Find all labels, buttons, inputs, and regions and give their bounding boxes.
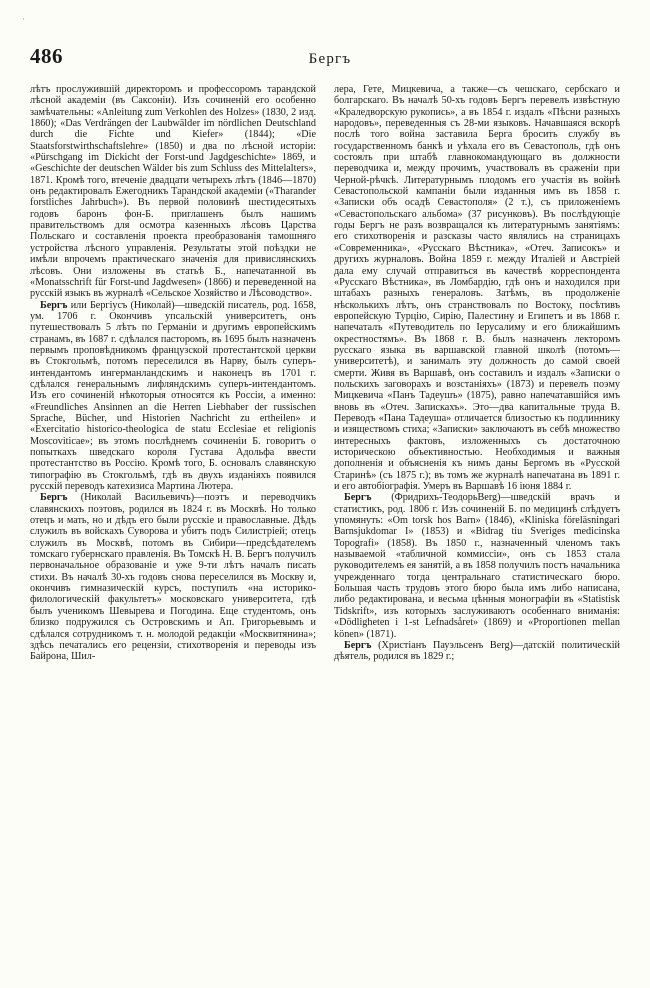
entry-headword: Бергъ: [344, 639, 372, 651]
entry-berg-nikolay-vasilievich: [30, 492, 316, 662]
running-head: Бергъ: [308, 51, 352, 67]
entry-berg-hristian: [334, 640, 620, 663]
column-right: [334, 84, 620, 956]
page-number: 486: [30, 44, 63, 68]
entry-headword: Бергъ: [40, 492, 68, 504]
entry-berg-fridrih-teodor: [334, 492, 620, 639]
entry-body: или Бергіусъ (Николай)—шведскій писатель, род. 1658, ум. 1706 г. Окончивъ упсальскій университетъ, онъ путешествовалъ 5 лѣтъ по Германіи и другимъ европейскимъ странамъ, въ 1687 г. сдѣлался пасторомъ, въ 1695 былъ назначенъ первымъ проповѣдникомъ французской протестантской церкви въ Стокгольмѣ, потомъ переселился въ Нарву, былъ суперъ-интендантомъ ингерманландскимъ и наконецъ въ 1701 г. сдѣлался генеральнымъ лифляндскимъ суперъ-интендантомъ. Изъ его сочиненій нѣкоторыя относятся къ Россіи, а именно: «Freundliches Ansinnen an die Herren Liebhaber der russischen Sprache, Bücher, und Historien Nachricht zu ertheilen» и «Exercitatio historico-theologica de statu Ecclesiae et religionis Moscoviticae»; въ этомъ послѣднемъ сочиненіи Б. говоритъ о попыткахъ шведскаго короля Густава Адольфа ввести протестантство въ Россію. Кромѣ того, Б. основалъ славянскую типографію въ Стокгольмѣ, гдѣ въ двухъ изданіяхъ появился русскій переводъ катехизиса Мартина Лютера.: [30, 299, 316, 493]
entry-body: (Николай Васильевичъ)—поэтъ и переводчикъ славянскихъ поэтовъ, родился въ 1824 г. въ Москвѣ. Но только отецъ и мать, но и дѣдъ его были русскіе и православные. Дѣдъ служилъ въ войскахъ Суворова и убитъ подъ Силистріей; отецъ служилъ въ Москвѣ, потомъ въ Сибири—предсѣдателемъ томскаго губернскаго правленія. Въ Томскѣ Н. В. Бергъ получилъ первоначальное образованіе и уже 9-ти лѣтъ началъ писать стихи. Въ началѣ 30-хъ годовъ снова переселился въ Москву и, окончивъ гимназическій курсъ, поступилъ «на историко-филологическій факультетъ» московскаго университета, гдѣ былъ ученикомъ Шевырева и Погодина. Еще студентомъ, онъ близко подружился съ Островскимъ и Ап. Григорьевымъ и сдѣлался сотрудникомъ т. н. молодой редакціи «Москвитянина»; здѣсь печатались его рецензіи, стихотворенія и переводы изъ Байрона, Шил-: [30, 492, 316, 663]
paragraph-continuation-right: лера, Гете, Мицкевича, а также—съ чешскаго, сербскаго и болгарскаго. Въ началѣ 50-хъ годовъ Бергъ перевелъ извѣстную «Краледворскую рукопись», а въ 1854 г. издалъ «Пѣсни разныхъ народовъ», переведенныя съ 28-ми языковъ. Начавшаяся вскорѣ послѣ того война заставила Берга бросить службу въ государственномъ банкѣ и уѣхала его въ Севастополь, гдѣ онъ состоялъ при штабѣ главнокомандующаго въ должности переводчика и, между прочимъ, участвовалъ въ сраженіи при Черной-рѣчкѣ. Литературнымъ плодомъ его участія въ войнѣ Севастопольской кампаніи были изданныя имъ въ 1858 г. «Записки объ осадѣ Севастополя» (2 т.), съ приложеніемъ «Севастопольскаго альбома» (37 рисунковъ). Въ послѣдующіе годы Бергъ не разъ возвращался къ литературнымъ занятіямъ: его стихотворенія и разсказы часто являлись на страницахъ «Современника», «Русскаго Вѣстника», «Отеч. Записокъ» и другихъ журналовъ. Война 1859 г. между Италіей и Австріей дала ему случай отправиться въ качествѣ корреспондента «Русскаго Вѣстника», въ Ломбардію, гдѣ онъ и находился при штабахъ разныхъ генераловъ. Затѣмъ, въ продолженіе нѣсколькихъ лѣтъ, онъ странствовалъ по Востоку, посѣтивъ европейскую Турцію, Сирію, Палестину и Египетъ и въ 1868 г. напечаталъ «Путеводитель по Іерусалиму и его ближайшимъ окрестностямъ». Въ 1868 г. В. былъ назначенъ лекторомъ русскаго языка въ варшавской главной школѣ (потомъ—университетѣ), и занималъ эту должность до самой своей смерти. Живя въ Варшавѣ, онъ составилъ и издалъ «Записки о польскихъ заговорахъ и возстаніяхъ» (1873) и перевелъ поэму Мицкевича «Панъ Тадеушъ» (1875), равно напечатавшійся имъ вновь въ «Отеч. Запискахъ». Это—два капитальные труда В. Переводъ «Пана Тадеуша» отличается близостью къ подлиннику и изяществомъ стиха; «Записки» заключаютъ въ себѣ множество интересныхъ фактовъ, изложенныхъ съ достаточною историческою объективностью. Необходимыя и важныя дополненія и объясненія къ нимъ даны Бергомъ въ «Русской Старинѣ» (съ 1875 г.); въ томъ же журналѣ напечатана въ 1891 г. и его автобіографія. Умеръ въ Варшавѣ 16 іюня 1884 г.: [334, 84, 620, 493]
entry-body: (Христіанъ Пауэльсенъ Berg)—датскій политическій дѣятель, родился въ 1829 г.;: [334, 639, 620, 663]
text-columns: [30, 84, 620, 956]
entry-berg-nikolay: [30, 300, 316, 493]
entry-body: (Фридрихъ-ТеодорьBerg)—шведскій врачъ и статистикъ, род. 1806 г. Изъ сочиненій Б. по медицинѣ слѣдуетъ упомянуть: «Om torsk hos Barn» (1846), «Kliniska föreläsningari Barnsjukdomar I» (1853) и «Bidrag tiu Sveriges medicinska Topografi» (1858). Въ 1850 г., назначенный членомъ такъ называемой «табличной коммиссіи», онъ съ 1853 стала руководителемъ ея занятій, а въ 1858 получилъ постъ начальника учрежденнаго тогда центральнаго статистическаго бюро. Большая часть трудовъ этого бюро была имъ либо написана, либо редактирована, и весьма цѣнныя монографіи въ «Statistisk Tidskrift», изъ которыхъ заслуживаютъ особеннаго вниманія: «Dödligheten i 1-st Lefnadsåret» (1869) и «Proportionen mellan könen» (1871).: [334, 492, 620, 640]
column-left: [30, 84, 316, 956]
page-header: [30, 44, 620, 70]
page-corner-mark: ·: [22, 14, 25, 24]
paragraph-continuation: лѣтъ прослужившій директоромъ и профессоромъ тарандской лѣсной академіи (въ Саксоніи). Изъ сочиненій его особенно замѣчательны: «Anleitung zum Verkohlen des Holzes» (1830, 2 изд. 1860); «Das Verdrängen der Laubwälder im nördlichen Deutschland durch die Fichte und Kiefer» (1844); «Die Staatsforstwirthschaftslehre» (1850) и два по лѣсной исторіи: «Pürschgang im Dickicht der Forst-und Jagdgeschichte» 1869, и «Geschichte der deutschen Wälder bis zum Schluss des Mittelalters», 1871. Кромѣ того, втеченіе двадцати четырехъ лѣтъ (1846—1870) онъ редактировалъ Ежегодникъ Тарандской академіи («Tharander forstliches Jahrbuch»). Въ первой половинѣ шестидесятыхъ годовъ баронъ фон-Б. приглашенъ былъ нашимъ правительствомъ для осмотра казенныхъ лѣсовъ Царства Польскаго и составленія проекта преобразованія тамошняго устройства лѣсного управленія. Результаты этой поѣздки не имѣли впрочемъ практическаго значенія для привислянскихъ лѣсовъ. Они изложены въ статьѣ Б., напечатанной въ «Monatsschrift für Forst-und Jagdwesen» (1866) и переведенной на русскій языкъ въ журналѣ «Сельское Хозяйство и Лѣсоводство».: [30, 84, 316, 300]
entry-headword: Бергъ: [40, 299, 68, 311]
entry-headword: Бергъ: [344, 492, 372, 504]
